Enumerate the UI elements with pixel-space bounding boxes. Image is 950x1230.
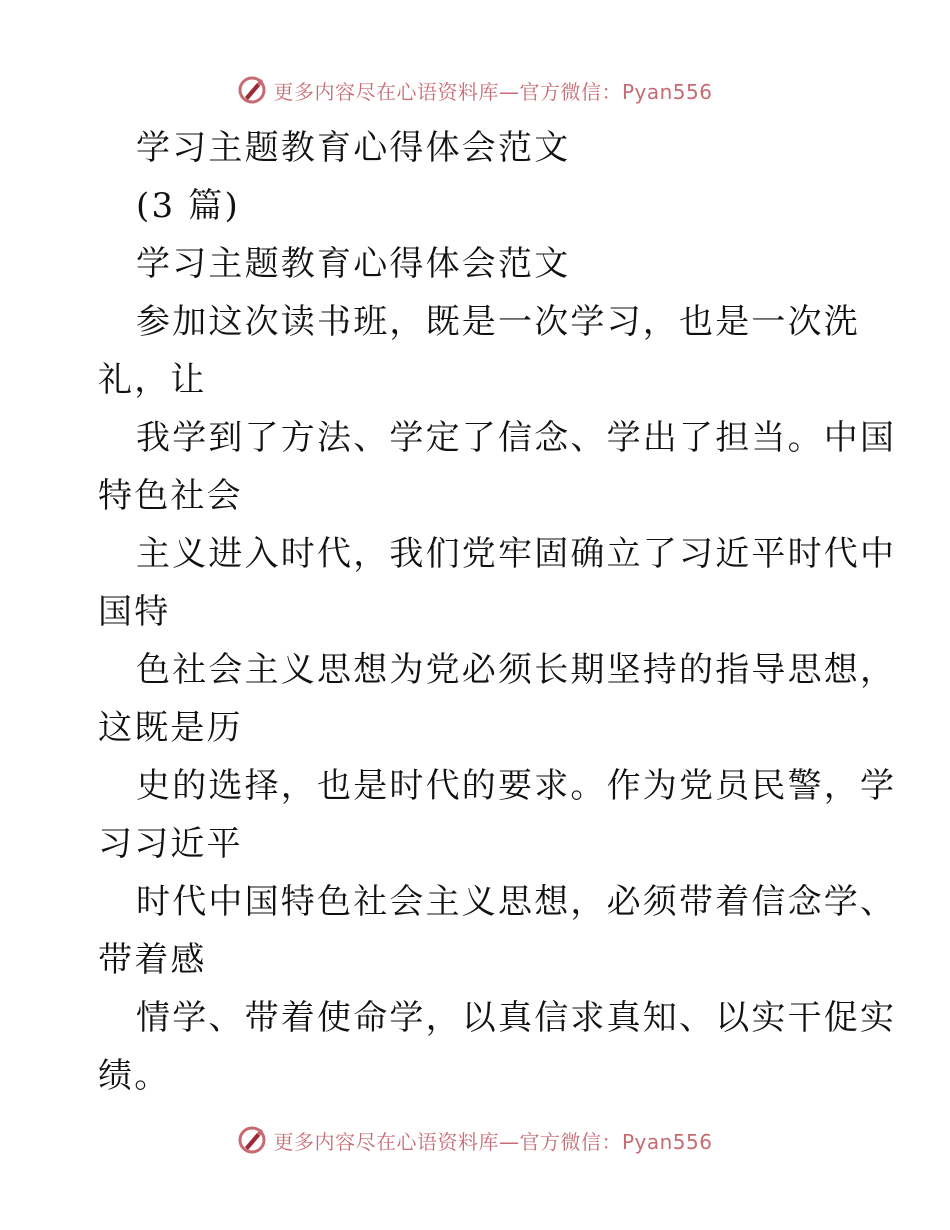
paragraph-line: 习习近平 <box>98 824 243 864</box>
paragraph-line: 特色社会 <box>98 476 243 516</box>
paragraph-line: 主义进入时代，我们党牢固确立了习近平时代中 <box>136 534 897 574</box>
paragraph-line: 时代中国特色社会主义思想，必须带着信念学、 <box>136 882 897 922</box>
paragraph-line: 史的选择，也是时代的要求。作为党员民警，学 <box>136 766 897 806</box>
paragraph-line: 带着感 <box>98 940 207 980</box>
document-count: (3 篇) <box>136 186 240 226</box>
footer-banner-text: 更多内容尽在心语资料库—官方微信：Pyan556 <box>273 1129 713 1154</box>
paragraph-line: 情学、带着使命学，以真信求真知、以实干促实 <box>136 998 897 1038</box>
paragraph-line: 我学到了方法、学定了信念、学出了担当。中国 <box>136 418 897 458</box>
paragraph-line: 礼，让 <box>98 360 207 400</box>
paragraph-line: 绩。 <box>98 1056 171 1096</box>
document-subtitle: 学习主题教育心得体会范文 <box>136 244 571 284</box>
paragraph-line: 国特 <box>98 592 171 632</box>
document-title: 学习主题教育心得体会范文 <box>136 128 571 168</box>
paragraph-line: 这既是历 <box>98 708 243 748</box>
header-banner-text: 更多内容尽在心语资料库—官方微信：Pyan556 <box>273 79 713 104</box>
paragraph-line: 参加这次读书班，既是一次学习，也是一次洗 <box>136 302 860 342</box>
pen-logo-icon <box>237 1125 267 1155</box>
footer-banner <box>0 1122 950 1158</box>
paragraph-line: 色社会主义思想为党必须长期坚持的指导思想， <box>136 650 897 690</box>
